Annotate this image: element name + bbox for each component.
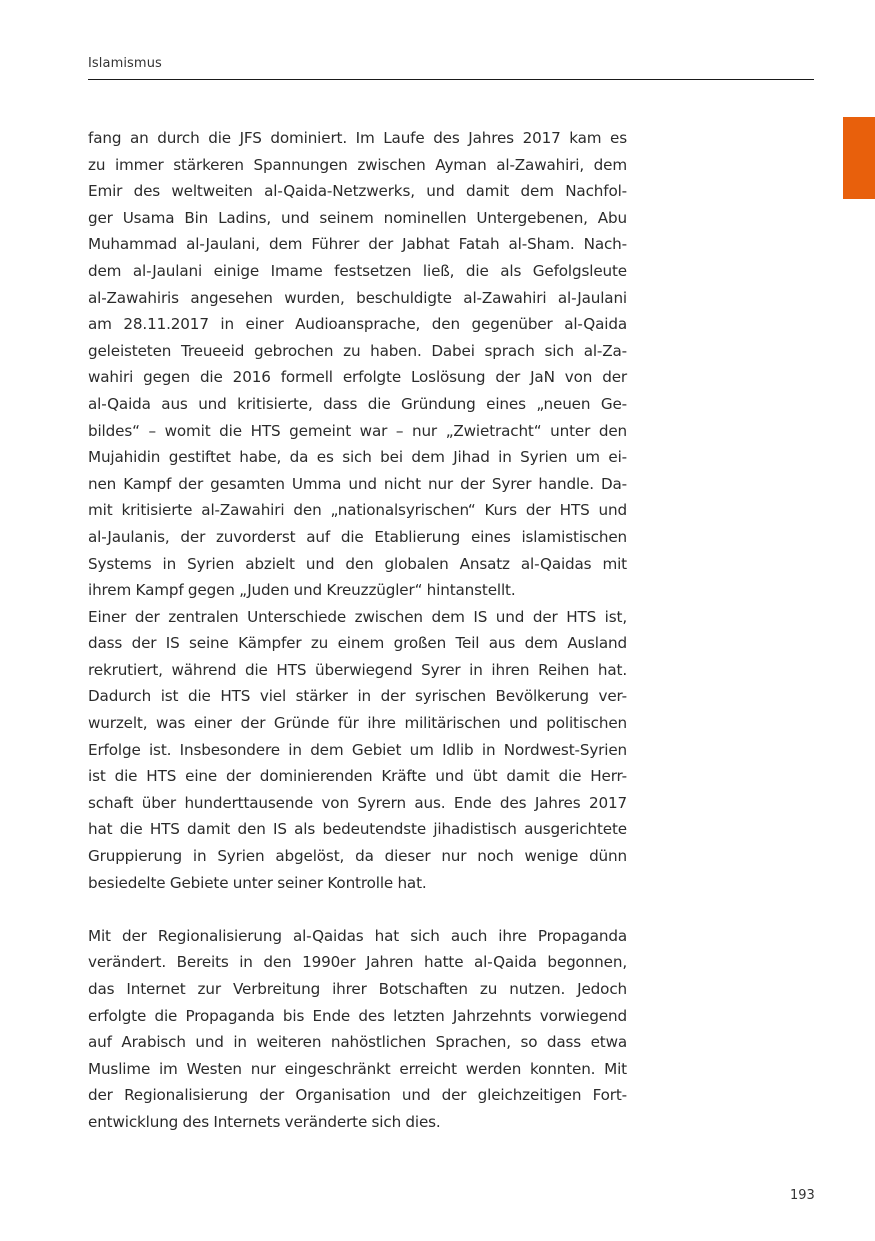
text-line: besiedelte Gebiete unter seiner Kontrolle hat. [88, 873, 427, 892]
body-text [88, 125, 627, 1136]
text-line: ger Usama Bin Ladins, und seinem nominellen Untergebenen, Abu [88, 208, 627, 227]
text-line: rekrutiert, während die HTS überwiegend Syrer in ihren Reihen hat. [88, 660, 627, 679]
text-line: Muslime im Westen nur eingeschränkt erreicht werden konnten. Mit [88, 1059, 627, 1078]
text-line: Gruppierung in Syrien abgelöst, da dieser nur noch wenige dünn [88, 847, 627, 866]
text-line: fang an durch die JFS dominiert. Im Laufe des Jahres 2017 kam es [88, 129, 627, 147]
text-line: wahiri gegen die 2016 formell erfolgte Loslösung der JaN von der [88, 368, 627, 387]
text-line: dem al-Jaulani einige Imame festsetzen ließ, die als Gefolgsleute [88, 261, 627, 280]
paragraph-1 [88, 125, 627, 604]
text-line: mit kritisierte al-Zawahiri den „nationalsyrischen“ Kurs der HTS und [88, 501, 627, 520]
text-line: al-Zawahiris angesehen wurden, beschuldigte al-Zawahiri al-Jaulani [88, 288, 627, 307]
header-divider [88, 79, 814, 80]
paragraph-2 [88, 604, 627, 897]
text-line: wurzelt, was einer der Gründe für ihre militärischen und politischen [88, 714, 627, 733]
text-line: dass der IS seine Kämpfer zu einem großen Teil aus dem Ausland [88, 634, 627, 653]
text-line: nen Kampf der gesamten Umma und nicht nur der Syrer handle. Da- [88, 474, 627, 493]
text-line: Mujahidin gestiftet habe, da es sich bei dem Jihad in Syrien um ei- [88, 448, 627, 467]
running-header-title: Islamismus [88, 56, 162, 71]
paragraph-3 [88, 923, 627, 1136]
text-line: das Internet zur Verbreitung ihrer Botschaften zu nutzen. Jedoch [88, 980, 627, 998]
text-line: al-Qaida aus und kritisierte, dass die Gründung eines „neuen Ge- [88, 394, 627, 413]
text-line: am 28.11.2017 in einer Audioansprache, den gegenüber al-Qaida [88, 315, 627, 334]
text-line: hat die HTS damit den IS als bedeutendste jihadistisch ausgerichtete [88, 820, 627, 839]
text-line: al-Jaulanis, der zuvorderst auf die Etablierung eines islamistischen [88, 527, 627, 546]
text-line: Systems in Syrien abzielt und den globalen Ansatz al-Qaidas mit [88, 554, 627, 573]
text-line: schaft über hunderttausende von Syrern aus. Ende des Jahres 2017 [88, 793, 627, 812]
text-line: erfolgte die Propaganda bis Ende des letzten Jahrzehnts vorwiegend [88, 1006, 627, 1025]
text-line: auf Arabisch und in weiteren nahöstlichen Sprachen, so dass etwa [88, 1033, 627, 1052]
text-line: Mit der Regionalisierung al-Qaidas hat sich auch ihre Propaganda [88, 926, 627, 945]
text-line: der Regionalisierung der Organisation und der gleichzeitigen Fort- [88, 1086, 627, 1105]
text-line: Muhammad al-Jaulani, dem Führer der Jabhat Fatah al-Sham. Nach- [88, 235, 627, 254]
text-line: bildes“ – womit die HTS gemeint war – nur „Zwietracht“ unter den [88, 421, 627, 440]
page-number: 193 [790, 1188, 815, 1203]
text-line: Einer der zentralen Unterschiede zwischen dem IS und der HTS ist, [88, 607, 627, 626]
text-line: Erfolge ist. Insbesondere in dem Gebiet um Idlib in Nordwest-Syrien [88, 740, 627, 759]
text-line: Dadurch ist die HTS viel stärker in der syrischen Bevölkerung ver- [88, 687, 627, 706]
text-line: entwicklung des Internets veränderte sich dies. [88, 1112, 441, 1131]
text-line: geleisteten Treueeid gebrochen zu haben. Dabei sprach sich al-Za- [88, 341, 627, 360]
text-line: ihrem Kampf gegen „Juden und Kreuzzügler“ hintanstellt. [88, 581, 516, 600]
text-line: Emir des weltweiten al-Qaida-Netzwerks, und damit dem Nachfol- [88, 182, 627, 201]
chapter-side-tab [843, 117, 875, 199]
text-line: ist die HTS eine der dominierenden Kräfte und übt damit die Herr- [88, 767, 627, 786]
text-line: zu immer stärkeren Spannungen zwischen Ayman al-Zawahiri, dem [88, 155, 627, 174]
text-line: verändert. Bereits in den 1990er Jahren hatte al-Qaida begonnen, [88, 953, 627, 972]
